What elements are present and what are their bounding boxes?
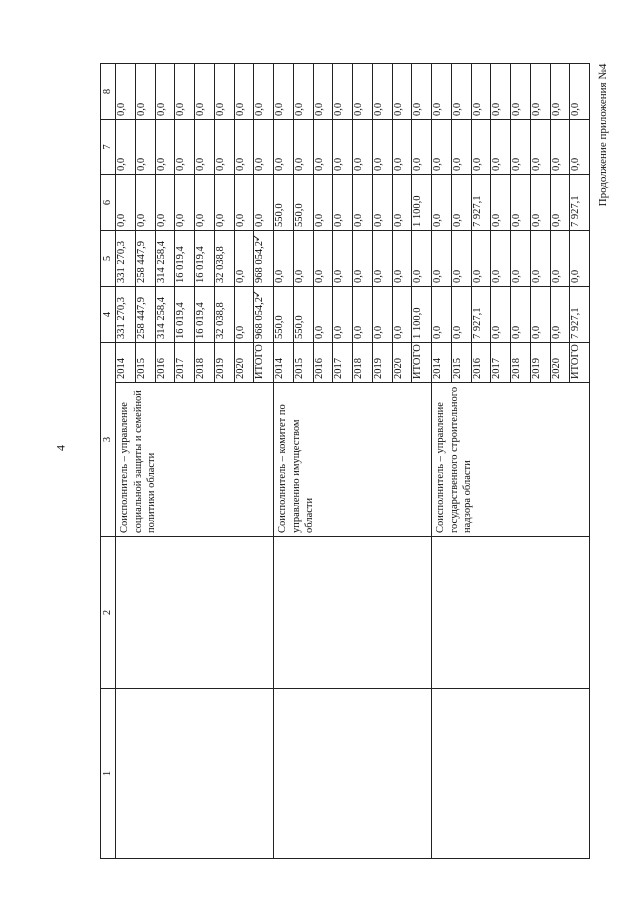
column-number-row bbox=[101, 64, 116, 859]
value-cell-c8: 0,0 bbox=[412, 64, 432, 120]
value-cell-c4: 1 100,0 bbox=[412, 287, 432, 343]
year-cell: 2020 bbox=[550, 343, 570, 383]
page-number: 4 bbox=[53, 445, 68, 451]
value-cell-c6: 0,0 bbox=[451, 175, 471, 231]
value-cell-c7: 0,0 bbox=[511, 120, 531, 175]
value-cell-c7: 0,0 bbox=[135, 120, 155, 175]
year-cell: 2014 bbox=[274, 343, 294, 383]
value-cell-c6: 0,0 bbox=[353, 175, 373, 231]
value-cell-c5: 32 038,8 bbox=[214, 231, 234, 287]
year-cell: 2017 bbox=[333, 343, 353, 383]
table-row bbox=[274, 64, 294, 859]
year-cell: 2016 bbox=[471, 343, 491, 383]
year-cell: 2018 bbox=[511, 343, 531, 383]
value-cell-c8: 0,0 bbox=[274, 64, 294, 120]
value-cell-c6: 0,0 bbox=[175, 175, 195, 231]
executor-cell: Соисполнитель – управление социальной защиты и семейной политики области bbox=[116, 383, 274, 537]
value-cell-c4: 0,0 bbox=[392, 287, 412, 343]
value-cell-c7: 0,0 bbox=[293, 120, 313, 175]
executor-cell: Соисполнитель – комитет по управлению имуществом области bbox=[274, 383, 432, 537]
year-cell: 2015 bbox=[451, 343, 471, 383]
value-cell-c4: 7 927,1 bbox=[570, 287, 590, 343]
value-cell-c7: 0,0 bbox=[550, 120, 570, 175]
value-cell-c7: 0,0 bbox=[570, 120, 590, 175]
value-cell-c8: 0,0 bbox=[392, 64, 412, 120]
year-cell: 2015 bbox=[293, 343, 313, 383]
cell-col2 bbox=[432, 537, 590, 689]
value-cell-c7: 0,0 bbox=[116, 120, 136, 175]
value-cell-c7: 0,0 bbox=[195, 120, 215, 175]
year-cell: ИТОГО bbox=[570, 343, 590, 383]
value-cell-c8: 0,0 bbox=[313, 64, 333, 120]
value-cell-c5: 331 270,3 bbox=[116, 231, 136, 287]
value-cell-c5: 0,0 bbox=[530, 231, 550, 287]
value-cell-c6: 0,0 bbox=[135, 175, 155, 231]
value-cell-c5: 16 019,4 bbox=[195, 231, 215, 287]
value-cell-c6: 0,0 bbox=[491, 175, 511, 231]
value-cell-c5: 0,0 bbox=[471, 231, 491, 287]
value-cell-c4: 0,0 bbox=[333, 287, 353, 343]
value-cell-c8: 0,0 bbox=[451, 64, 471, 120]
value-cell-c5: 968 054,2 ✓ bbox=[254, 231, 274, 287]
appendix-table bbox=[100, 63, 590, 859]
value-cell-c6: 1 100,0 bbox=[412, 175, 432, 231]
col-number-8: 8 bbox=[101, 64, 116, 120]
value-cell-c4: 0,0 bbox=[353, 287, 373, 343]
value-cell-c8: 0,0 bbox=[432, 64, 452, 120]
value-cell-c5: 0,0 bbox=[511, 231, 531, 287]
value-cell-c6: 0,0 bbox=[195, 175, 215, 231]
value-cell-c8: 0,0 bbox=[234, 64, 254, 120]
value-cell-c8: 0,0 bbox=[155, 64, 175, 120]
value-cell-c7: 0,0 bbox=[333, 120, 353, 175]
value-cell-c4: 258 447,9 bbox=[135, 287, 155, 343]
value-cell-c4: 0,0 bbox=[550, 287, 570, 343]
value-cell-c8: 0,0 bbox=[333, 64, 353, 120]
value-cell-c8: 0,0 bbox=[570, 64, 590, 120]
rotated-table-frame bbox=[100, 64, 590, 859]
year-cell: ИТОГО bbox=[412, 343, 432, 383]
value-cell-c5: 0,0 bbox=[372, 231, 392, 287]
value-cell-c5: 0,0 bbox=[333, 231, 353, 287]
value-cell-c8: 0,0 bbox=[214, 64, 234, 120]
value-cell-c6: 0,0 bbox=[234, 175, 254, 231]
value-cell-c7: 0,0 bbox=[254, 120, 274, 175]
value-cell-c7: 0,0 bbox=[214, 120, 234, 175]
value-cell-c7: 0,0 bbox=[491, 120, 511, 175]
value-cell-c7: 0,0 bbox=[471, 120, 491, 175]
value-cell-c6: 0,0 bbox=[511, 175, 531, 231]
cell-col1 bbox=[116, 689, 274, 859]
value-cell-c6: 0,0 bbox=[254, 175, 274, 231]
year-cell: 2019 bbox=[214, 343, 234, 383]
value-cell-c8: 0,0 bbox=[550, 64, 570, 120]
value-cell-c5: 0,0 bbox=[353, 231, 373, 287]
value-cell-c7: 0,0 bbox=[175, 120, 195, 175]
value-cell-c5: 0,0 bbox=[491, 231, 511, 287]
value-cell-c4: 550,0 bbox=[274, 287, 294, 343]
col-number-3: 3 bbox=[101, 343, 116, 537]
value-cell-c6: 0,0 bbox=[372, 175, 392, 231]
value-cell-c7: 0,0 bbox=[313, 120, 333, 175]
value-cell-c4: 0,0 bbox=[432, 287, 452, 343]
value-cell-c6: 0,0 bbox=[333, 175, 353, 231]
value-cell-c6: 0,0 bbox=[116, 175, 136, 231]
value-cell-c4: 331 270,3 bbox=[116, 287, 136, 343]
value-cell-c8: 0,0 bbox=[511, 64, 531, 120]
year-cell: 2016 bbox=[313, 343, 333, 383]
value-cell-c4: 0,0 bbox=[372, 287, 392, 343]
value-cell-c7: 0,0 bbox=[372, 120, 392, 175]
value-cell-c5: 0,0 bbox=[392, 231, 412, 287]
value-cell-c7: 0,0 bbox=[155, 120, 175, 175]
value-cell-c6: 0,0 bbox=[392, 175, 412, 231]
cell-col2 bbox=[274, 537, 432, 689]
rotated-table-sheet bbox=[100, 64, 590, 859]
value-cell-c6: 550,0 bbox=[293, 175, 313, 231]
year-cell: ИТОГО bbox=[254, 343, 274, 383]
value-cell-c5: 0,0 bbox=[432, 231, 452, 287]
value-cell-c4: 0,0 bbox=[530, 287, 550, 343]
year-cell: 2020 bbox=[234, 343, 254, 383]
value-cell-c5: 0,0 bbox=[234, 231, 254, 287]
value-cell-c4: 0,0 bbox=[234, 287, 254, 343]
value-cell-c7: 0,0 bbox=[432, 120, 452, 175]
year-cell: 2015 bbox=[135, 343, 155, 383]
value-cell-c5: 0,0 bbox=[293, 231, 313, 287]
year-cell: 2014 bbox=[432, 343, 452, 383]
value-cell-c5: 0,0 bbox=[451, 231, 471, 287]
year-cell: 2020 bbox=[392, 343, 412, 383]
value-cell-c4: 16 019,4 bbox=[175, 287, 195, 343]
year-cell: 2018 bbox=[353, 343, 373, 383]
value-cell-c4: 0,0 bbox=[451, 287, 471, 343]
cell-col1 bbox=[274, 689, 432, 859]
value-cell-c8: 0,0 bbox=[254, 64, 274, 120]
year-cell: 2014 bbox=[116, 343, 136, 383]
value-cell-c8: 0,0 bbox=[471, 64, 491, 120]
value-cell-c8: 0,0 bbox=[353, 64, 373, 120]
value-cell-c7: 0,0 bbox=[353, 120, 373, 175]
value-cell-c4: 16 019,4 bbox=[195, 287, 215, 343]
cell-col1 bbox=[432, 689, 590, 859]
value-cell-c8: 0,0 bbox=[372, 64, 392, 120]
value-cell-c5: 0,0 bbox=[313, 231, 333, 287]
value-cell-c8: 0,0 bbox=[530, 64, 550, 120]
value-cell-c5: 0,0 bbox=[274, 231, 294, 287]
year-cell: 2016 bbox=[155, 343, 175, 383]
value-cell-c6: 0,0 bbox=[313, 175, 333, 231]
col-number-6: 6 bbox=[101, 175, 116, 231]
year-cell: 2019 bbox=[530, 343, 550, 383]
value-cell-c7: 0,0 bbox=[234, 120, 254, 175]
value-cell-c7: 0,0 bbox=[412, 120, 432, 175]
cell-col2 bbox=[116, 537, 274, 689]
value-cell-c5: 0,0 bbox=[412, 231, 432, 287]
value-cell-c8: 0,0 bbox=[116, 64, 136, 120]
table-row bbox=[116, 64, 136, 859]
value-cell-c8: 0,0 bbox=[293, 64, 313, 120]
year-cell: 2019 bbox=[372, 343, 392, 383]
value-cell-c8: 0,0 bbox=[135, 64, 155, 120]
value-cell-c4: 0,0 bbox=[491, 287, 511, 343]
value-cell-c7: 0,0 bbox=[274, 120, 294, 175]
year-cell: 2018 bbox=[195, 343, 215, 383]
col-number-5: 5 bbox=[101, 231, 116, 287]
value-cell-c5: 16 019,4 bbox=[175, 231, 195, 287]
value-cell-c4: 0,0 bbox=[511, 287, 531, 343]
value-cell-c8: 0,0 bbox=[195, 64, 215, 120]
value-cell-c6: 0,0 bbox=[214, 175, 234, 231]
value-cell-c7: 0,0 bbox=[530, 120, 550, 175]
col-number-7: 7 bbox=[101, 120, 116, 175]
value-cell-c8: 0,0 bbox=[175, 64, 195, 120]
year-cell: 2017 bbox=[175, 343, 195, 383]
value-cell-c5: 0,0 bbox=[570, 231, 590, 287]
value-cell-c4: 550,0 bbox=[293, 287, 313, 343]
value-cell-c4: 314 258,4 bbox=[155, 287, 175, 343]
value-cell-c6: 7 927,1 bbox=[471, 175, 491, 231]
table-row bbox=[432, 64, 452, 859]
value-cell-c6: 0,0 bbox=[530, 175, 550, 231]
executor-cell: Соисполнитель – управление государственного строительного надзора области bbox=[432, 383, 590, 537]
value-cell-c4: 32 038,8 bbox=[214, 287, 234, 343]
value-cell-c6: 0,0 bbox=[550, 175, 570, 231]
value-cell-c7: 0,0 bbox=[451, 120, 471, 175]
value-cell-c8: 0,0 bbox=[491, 64, 511, 120]
col-number-4: 4 bbox=[101, 287, 116, 343]
value-cell-c4: 0,0 bbox=[313, 287, 333, 343]
year-cell: 2017 bbox=[491, 343, 511, 383]
col-number-2: 2 bbox=[101, 537, 116, 689]
value-cell-c5: 314 258,4 bbox=[155, 231, 175, 287]
value-cell-c6: 0,0 bbox=[155, 175, 175, 231]
value-cell-c5: 0,0 bbox=[550, 231, 570, 287]
value-cell-c6: 0,0 bbox=[432, 175, 452, 231]
value-cell-c7: 0,0 bbox=[392, 120, 412, 175]
value-cell-c6: 550,0 bbox=[274, 175, 294, 231]
value-cell-c4: 7 927,1 bbox=[471, 287, 491, 343]
value-cell-c4: 968 054,2 ✓ bbox=[254, 287, 274, 343]
appendix-caption: Продолжение приложения №4 bbox=[597, 63, 609, 207]
col-number-1: 1 bbox=[101, 689, 116, 859]
value-cell-c6: 7 927,1 bbox=[570, 175, 590, 231]
value-cell-c5: 258 447,9 bbox=[135, 231, 155, 287]
